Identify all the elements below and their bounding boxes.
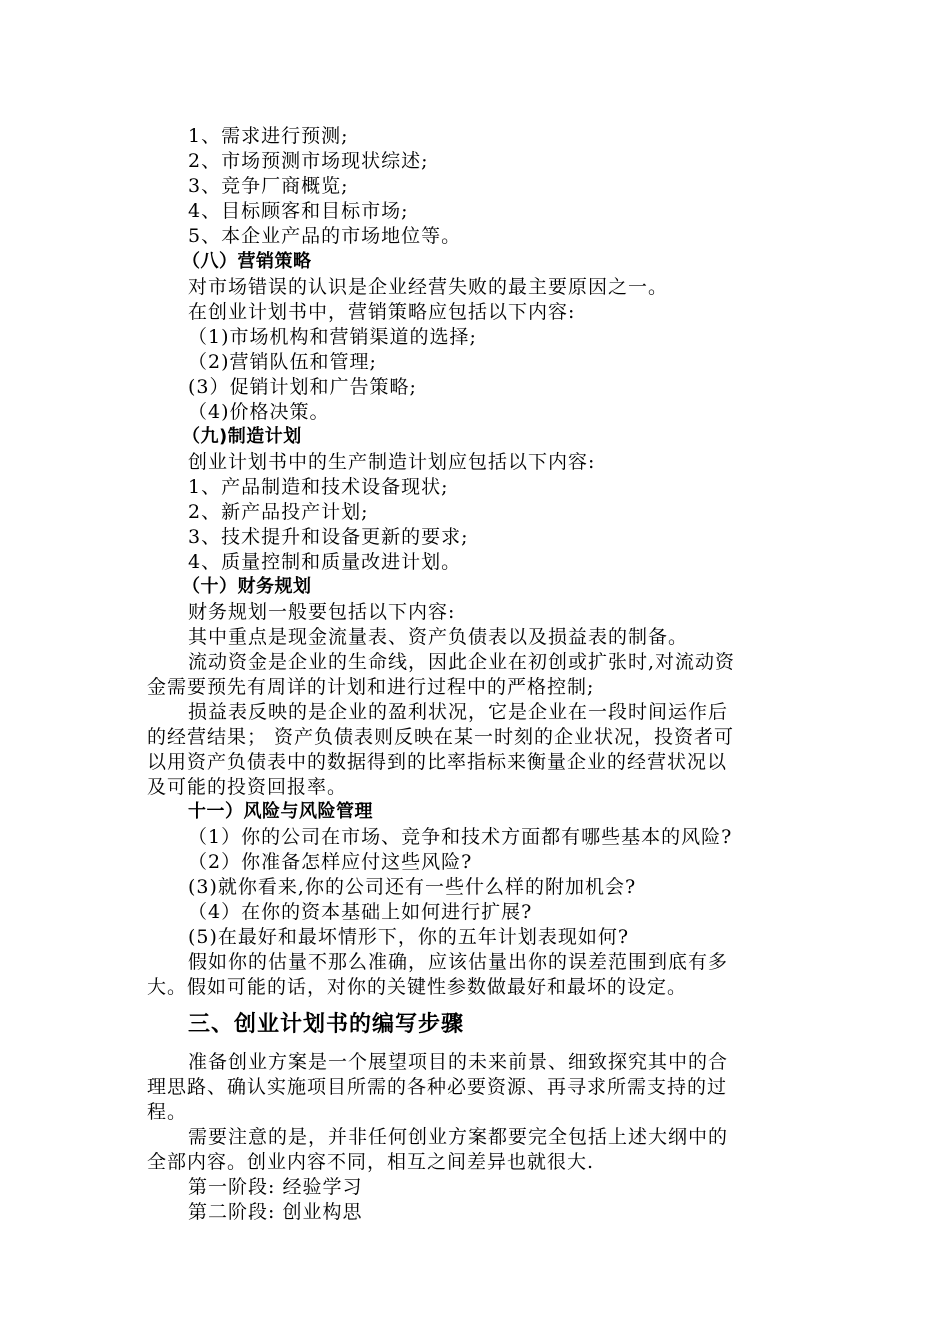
list-item: （2)营销队伍和管理;	[188, 351, 377, 373]
paragraph-line: 以用资产负债表中的数据得到的比率指标来衡量企业的经营状况以	[147, 751, 728, 773]
paragraph-line: 假如你的估量不那么准确，应该估量出你的误差范围到底有多	[188, 951, 729, 973]
list-item: 2、新产品投产计划;	[188, 501, 369, 523]
list-item: 1、需求进行预测;	[188, 125, 349, 147]
list-item: （4）在你的资本基础上如何进行扩展?	[188, 901, 533, 923]
section-heading-8: （八）营销策略	[182, 251, 312, 272]
stage-line: 第二阶段: 创业构思	[188, 1201, 363, 1223]
paragraph-line: 损益表反映的是企业的盈利状况，它是企业在一段时间运作后	[188, 701, 729, 723]
paragraph: 创业计划书中的生产制造计划应包括以下内容:	[188, 451, 596, 473]
stage-line: 第一阶段: 经验学习	[188, 1176, 363, 1198]
paragraph-line: 流动资金是企业的生命线，因此企业在初创或扩张时,对流动资	[188, 651, 736, 673]
list-item: 4、质量控制和质量改进计划。	[188, 551, 462, 573]
paragraph-line: 准备创业方案是一个展望项目的未来前景、细致探究其中的合	[188, 1051, 729, 1073]
paragraph: 对市场错误的认识是企业经营失败的最主要原因之一。	[188, 276, 669, 298]
list-item: (5)在最好和最坏情形下，你的五年计划表现如何?	[188, 926, 630, 948]
list-item: (3）促销计划和广告策略;	[188, 376, 417, 398]
paragraph-line: 的经营结果； 资产负债表则反映在某一时刻的企业状况，投资者可	[147, 726, 735, 748]
list-item: 1、产品制造和技术设备现状;	[188, 476, 449, 498]
paragraph: 其中重点是现金流量表、资产负债表以及损益表的制备。	[188, 626, 689, 648]
list-item: 3、技术提升和设备更新的要求;	[188, 526, 469, 548]
list-item: (3)就你看来,你的公司还有一些什么样的附加机会?	[188, 876, 637, 898]
list-item: 4、目标顾客和目标市场;	[188, 200, 409, 222]
list-item: （1）你的公司在市场、竞争和技术方面都有哪些基本的风险?	[188, 826, 733, 848]
section-heading-9: （九)制造计划	[182, 426, 302, 447]
section-heading-10: （十）财务规划	[182, 576, 312, 597]
section-heading-11: 十一）风险与风险管理	[188, 801, 373, 822]
paragraph: 财务规划一般要包括以下内容:	[188, 601, 456, 623]
list-item: 5、本企业产品的市场地位等。	[188, 225, 462, 247]
paragraph-line: 金需要预先有周详的计划和进行过程中的严格控制;	[147, 676, 595, 698]
list-item: 2、市场预测市场现状综述;	[188, 150, 429, 172]
chapter-heading-3: 三、创业计划书的编写步骤	[188, 1012, 465, 1037]
paragraph-line: 需要注意的是，并非任何创业方案都要完全包括上述大纲中的	[188, 1126, 729, 1148]
paragraph-line: 及可能的投资回报率。	[147, 776, 348, 798]
list-item: 3、竞争厂商概览;	[188, 175, 349, 197]
list-item: （1)市场机构和营销渠道的选择;	[188, 326, 477, 348]
paragraph-line: 程。	[147, 1101, 188, 1123]
paragraph-line: 大。假如可能的话，对你的关键性参数做最好和最坏的设定。	[147, 976, 688, 998]
paragraph: 在创业计划书中，营销策略应包括以下内容:	[188, 301, 576, 323]
paragraph-line: 全部内容。创业内容不同，相互之间差异也就很大.	[147, 1151, 595, 1173]
list-item: （4)价格决策。	[188, 401, 330, 423]
paragraph-line: 理思路、确认实施项目所需的各种必要资源、再寻求所需支持的过	[147, 1076, 728, 1098]
list-item: （2）你准备怎样应付这些风险?	[188, 851, 473, 873]
